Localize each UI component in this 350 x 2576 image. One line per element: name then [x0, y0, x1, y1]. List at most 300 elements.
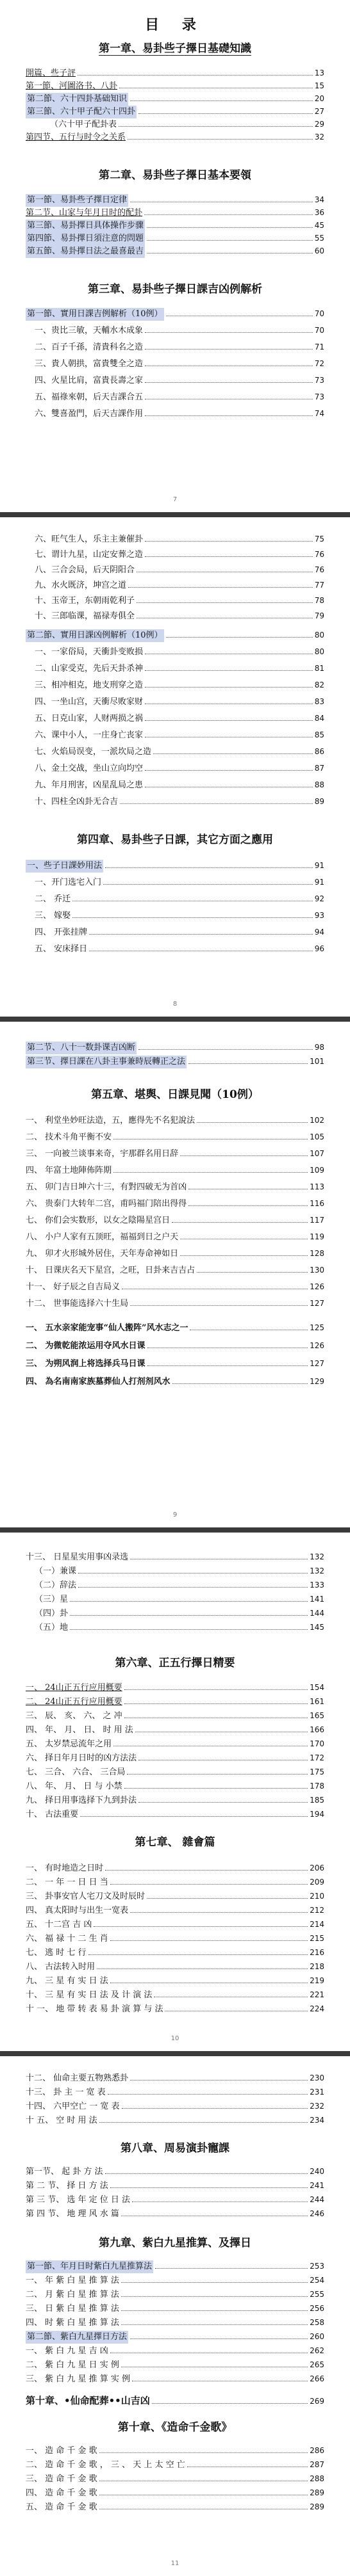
toc-entry-page: 15 — [314, 81, 324, 90]
toc-entry-title: 六、 贵泰门大转年二宫，甫吗福门陪出得得 — [26, 1199, 187, 1209]
leader-dots — [145, 729, 313, 737]
toc-entry-title: 三、 日 紫 白 星 推 算 法 — [26, 2304, 119, 2314]
toc-entry[interactable] — [26, 1230, 324, 1243]
toc-entry-page: 178 — [310, 1782, 324, 1791]
toc-entry-title: 一、贵比三敏，天輔水木成象 — [35, 326, 144, 335]
toc-entry-page: 72 — [314, 359, 324, 368]
toc-entry-title: 二、 乔迁 — [35, 894, 71, 904]
toc-entry-page: 101 — [310, 1057, 324, 1066]
toc-entry[interactable] — [26, 1904, 324, 1917]
toc-entry-page: 73 — [314, 392, 324, 401]
toc-entry-page: 93 — [314, 911, 324, 920]
toc-entry-page: 170 — [310, 1739, 324, 1748]
toc-entry-page: 215 — [310, 1934, 324, 1943]
toc-entry-page: 20 — [314, 94, 324, 103]
toc-entry-title: 第一節、易卦些子擇日定律 — [26, 194, 128, 207]
toc-entry[interactable] — [26, 2288, 324, 2301]
toc-entry-title: 第 四 节、 地 理 风 水 篇 — [26, 2209, 119, 2219]
toc-entry-title: 二、 一 年 一 日 日 当 — [26, 1878, 108, 1887]
leader-dots — [137, 610, 313, 618]
toc-entry[interactable] — [26, 2100, 324, 2113]
toc-entry-title: 第五節、易卦擇日法之最喜最吉 — [26, 245, 145, 258]
toc-entry[interactable] — [26, 2458, 324, 2471]
toc-entry[interactable] — [26, 1321, 324, 1334]
toc-entry-title: （三）星 — [35, 1595, 69, 1604]
toc-entry[interactable] — [26, 1974, 324, 1987]
toc-entry[interactable] — [26, 2316, 324, 2329]
toc-entry[interactable] — [26, 105, 324, 118]
toc-entry[interactable] — [26, 795, 324, 808]
toc-entry-title: 四、 年富土地陣佈阵期 — [26, 1166, 112, 1175]
toc-entry-page: 289 — [310, 2502, 324, 2511]
toc-entry-page: 216 — [310, 1948, 324, 1957]
toc-entry-title: 五、 造 命 千 金 歌 — [26, 2502, 97, 2512]
leader-dots — [70, 1593, 308, 1602]
toc-entry-title: 八、 年、 月、 日 与 小禁 — [26, 1782, 122, 1791]
leader-dots — [132, 2373, 308, 2381]
toc-entry[interactable] — [26, 1164, 324, 1177]
leader-dots — [145, 341, 313, 350]
chapter-5-heading — [19, 1086, 331, 1104]
toc-entry[interactable] — [26, 1114, 324, 1127]
toc-entry[interactable] — [26, 1339, 324, 1352]
toc-entry[interactable] — [26, 876, 324, 889]
toc-entry-page: 260 — [310, 2332, 324, 2341]
toc-entry[interactable] — [26, 324, 324, 337]
leader-dots — [99, 2114, 308, 2123]
toc-entry[interactable] — [26, 79, 324, 92]
toc-entry[interactable] — [26, 1808, 324, 1821]
toc-entry[interactable] — [26, 1876, 324, 1888]
toc-entry-title: 九、 卯才火形城外居住，天年寿命神如日 — [26, 1249, 179, 1259]
toc-entry-title: 十 五、 空 时 用 法 — [26, 2116, 97, 2125]
toc-entry[interactable] — [26, 942, 324, 955]
toc-entry-title: 八、 小户人家有五顶旺，福福到日之户天 — [26, 1232, 179, 1242]
leader-dots — [180, 1248, 308, 1256]
toc-entry[interactable] — [26, 2274, 324, 2287]
toc-entry[interactable] — [26, 1890, 324, 1903]
toc-entry-title: 一、 年 紫 白 星 推 算 法 — [26, 2276, 119, 2285]
toc-entry-page: 125 — [310, 1323, 324, 1332]
leader-dots — [166, 308, 313, 316]
toc-entry-title: 二、百子千孫，清貴科名之造 — [35, 342, 144, 352]
toc-entry-title: 四、火星比肩，富貴長壽之家 — [35, 376, 144, 385]
toc-entry-title: 第一節、年月日时紫白九星推算法 — [26, 2260, 153, 2273]
toc-entry[interactable] — [26, 2358, 324, 2371]
toc-entry-page: 109 — [310, 1166, 324, 1175]
toc-entry-page: 219 — [310, 1976, 324, 1985]
toc-entry-page: 133 — [310, 1581, 324, 1590]
toc-entry-page: 91 — [314, 878, 324, 887]
toc-entry[interactable] — [26, 745, 324, 758]
leader-dots — [124, 1780, 308, 1789]
toc-entry[interactable] — [26, 2344, 324, 2357]
toc-entry[interactable] — [26, 1375, 324, 1388]
toc-entry[interactable] — [26, 407, 324, 420]
toc-entry[interactable] — [26, 1794, 324, 1807]
toc-entry-title: 五、日克山家，人财两损之祸 — [35, 714, 144, 723]
chapter-5-title: 第五章、堪舆、日課見聞（10例） — [91, 1088, 259, 1101]
toc-entry-title: （六十甲子配卦表 — [50, 120, 117, 129]
toc-entry[interactable] — [26, 2207, 324, 2220]
leader-dots — [124, 1696, 308, 1704]
toc-entry-page: 36 — [314, 208, 324, 217]
toc-entry[interactable] — [26, 2179, 324, 2192]
toc-entry[interactable] — [26, 1147, 324, 1160]
toc-entry[interactable] — [26, 307, 324, 320]
toc-entry-title: 四、一坐山宫，天衝尽败家财 — [35, 697, 144, 707]
toc-entry[interactable] — [26, 679, 324, 691]
toc-entry[interactable] — [26, 1766, 324, 1778]
toc-entry-title: 四、 开张挂牌 — [35, 928, 88, 937]
toc-entry[interactable] — [26, 2114, 324, 2127]
chapter-1-title: 第一章、易卦些子擇日基礎知識 — [99, 42, 251, 55]
toc-entry-title: 一、 五水亲家能宠事“仙人搬阵”风水志之一 — [26, 1323, 188, 1333]
toc-entry-title: 五、 十二宫 吉 凶 — [26, 1920, 92, 1929]
toc-entry-page: 85 — [314, 730, 324, 739]
toc-entry[interactable] — [26, 1695, 324, 1708]
toc-entry-title: 第三節、六十甲子配六十四卦 — [26, 106, 137, 118]
toc-entry[interactable] — [26, 1607, 324, 1620]
leader-dots — [145, 358, 313, 366]
leader-dots — [128, 579, 313, 588]
toc-entry[interactable] — [26, 859, 324, 872]
toc-entry-title: 七、 你们会实数形，以女之陰陽星宫日 — [26, 1216, 171, 1225]
toc-entry[interactable] — [26, 131, 324, 143]
toc-entry-page: 240 — [310, 2167, 324, 2176]
toc-entry[interactable] — [26, 1197, 324, 1210]
page-number: 8 — [172, 1001, 178, 1008]
toc-entry[interactable] — [26, 1918, 324, 1931]
toc-entry[interactable] — [26, 926, 324, 938]
leader-dots — [99, 2501, 308, 2509]
toc-entry-page: 230 — [310, 2073, 324, 2082]
toc-entry-page: 224 — [310, 2004, 324, 2013]
toc-entry[interactable] — [26, 1247, 324, 1260]
leader-dots — [110, 1933, 308, 1941]
toc-entry[interactable] — [26, 1550, 324, 1563]
toc-entry[interactable] — [26, 2394, 324, 2407]
toc-entry-title: 一、 紫 白 九 星 吉 凶 — [26, 2346, 108, 2356]
toc-entry-title: 十、玉帝王，东朝雨乾利子 — [35, 596, 135, 606]
toc-entry[interactable] — [26, 2486, 324, 2499]
toc-entry[interactable] — [26, 548, 324, 561]
toc-entry-page: 214 — [310, 1920, 324, 1929]
toc-entry-title: 第二节、山家与年月日时的配卦 — [26, 208, 143, 218]
toc-entry[interactable] — [26, 762, 324, 775]
leader-dots — [130, 194, 313, 202]
toc-entry[interactable] — [26, 2330, 324, 2343]
toc-entry[interactable] — [26, 2372, 324, 2385]
toc-entry[interactable] — [26, 2165, 324, 2178]
toc-entry[interactable] — [26, 2193, 324, 2206]
leader-dots — [145, 663, 313, 671]
toc-entry-page: 96 — [314, 944, 324, 953]
leader-dots — [113, 1164, 308, 1173]
toc-entry-title: 第 二 节、 择 日 方 法 — [26, 2181, 108, 2191]
toc-entry[interactable] — [26, 1180, 324, 1193]
toc-entry-title: 九、水火既济，坤宫之道 — [35, 581, 127, 590]
toc-entry[interactable] — [26, 729, 324, 741]
toc-entry-title: 三、 卦事安官人宅刀文及时辰时 — [26, 1892, 146, 1901]
toc-entry-title: 四、 时 紫 白 星 推 算 法 — [26, 2318, 119, 2328]
leader-dots — [121, 2208, 308, 2216]
toc-entry-title: 十四、 六甲空亡 一 宽 表 — [26, 2102, 120, 2111]
leader-dots — [147, 220, 313, 228]
leader-dots — [121, 2289, 308, 2297]
leader-dots — [145, 325, 313, 333]
toc-entry-title: 十、 三 星 有 实 日 法 及 计 演 法 — [26, 1990, 153, 2000]
toc-entry[interactable] — [26, 1593, 324, 1606]
toc-entry-page: 79 — [314, 611, 324, 620]
toc-entry-page: 70 — [314, 309, 324, 318]
toc-entry[interactable] — [26, 1737, 324, 1750]
toc-entry[interactable] — [26, 92, 324, 105]
toc-entry-page: 117 — [310, 1216, 324, 1225]
toc-entry[interactable] — [26, 1988, 324, 2001]
toc-entry[interactable] — [26, 712, 324, 725]
leader-dots — [152, 2395, 308, 2404]
toc-entry-page: 206 — [310, 1864, 324, 1872]
leader-dots — [119, 80, 313, 88]
toc-entry-page: 253 — [310, 2262, 324, 2271]
page-number: 11 — [171, 2560, 179, 2567]
toc-entry[interactable] — [26, 609, 324, 622]
toc-page-2 — [0, 517, 350, 1017]
page-number: 9 — [172, 1511, 178, 1518]
leader-dots — [121, 2303, 308, 2311]
toc-entry[interactable] — [26, 357, 324, 370]
toc-entry-title: 三、貴人朝拱，富貴雙全之造 — [35, 359, 144, 369]
toc-entry-title: 四、 真太阳时与出生一宽表 — [26, 1906, 129, 1915]
toc-entry-title: 十、四柱全凶卦无合吉 — [35, 797, 119, 807]
toc-entry[interactable] — [26, 1751, 324, 1764]
toc-entry-page: 29 — [314, 120, 324, 129]
leader-dots — [145, 646, 313, 654]
leader-dots — [138, 1042, 313, 1050]
toc-entry-page: 218 — [310, 1962, 324, 1971]
toc-entry-page: 102 — [310, 1116, 324, 1125]
toc-entry-title: 十三、 日星星实用事凶录选 — [26, 1552, 129, 1562]
toc-entry-page: 82 — [314, 680, 324, 689]
toc-entry-page: 258 — [310, 2318, 324, 2327]
toc-entry-page: 244 — [310, 2195, 324, 2204]
toc-entry-page: 34 — [314, 195, 324, 204]
toc-entry[interactable] — [26, 390, 324, 403]
toc-entry[interactable] — [26, 594, 324, 607]
leader-dots — [138, 106, 313, 114]
chapter-2-heading — [19, 166, 331, 184]
toc-entry[interactable] — [26, 1780, 324, 1792]
chapter-9-title: 第九章、紫白九星推算、及擇日 — [99, 2237, 251, 2250]
toc-entry[interactable] — [26, 232, 324, 245]
toc-entry[interactable] — [26, 1297, 324, 1310]
toc-entry[interactable] — [26, 67, 324, 79]
leader-dots — [70, 1607, 308, 1616]
leader-dots — [88, 1947, 308, 1955]
toc-entry-page: 127 — [310, 1299, 324, 1308]
toc-entry-page: 78 — [314, 596, 324, 605]
toc-entry-title: 五、福祿來朝，后天吉課合五 — [35, 392, 144, 402]
toc-entry-page: 144 — [310, 1609, 324, 1618]
toc-entry-title: 六、旺气生人，乐主主兼催卦 — [35, 535, 144, 544]
toc-entry[interactable] — [26, 1357, 324, 1370]
toc-entry[interactable] — [26, 2086, 324, 2098]
toc-entry[interactable] — [26, 1946, 324, 1959]
leader-dots — [138, 1794, 308, 1803]
toc-entry-page: 76 — [314, 550, 324, 559]
toc-entry-title: 一、一家俗局，天衝卦变败损 — [35, 647, 144, 657]
toc-entry-title: 五、 太岁禁忌流年之用 — [26, 1739, 112, 1749]
leader-dots — [110, 2345, 308, 2353]
toc-entry-title: 開篇、些子評 — [26, 68, 76, 78]
leader-dots — [105, 860, 313, 868]
toc-entry-page: 126 — [310, 1282, 324, 1291]
toc-entry[interactable] — [26, 1565, 324, 1577]
toc-entry-title: 二、 技术斗角平衡不安 — [26, 1132, 112, 1142]
toc-entry[interactable] — [26, 1041, 324, 1054]
toc-entry[interactable] — [26, 1579, 324, 1591]
toc-entry[interactable] — [26, 1264, 324, 1276]
toc-entry-title: 第二节、八十一数卦课吉凶断 — [26, 1042, 137, 1054]
toc-entry-page: 209 — [310, 1878, 324, 1887]
leader-dots — [103, 876, 313, 885]
toc-entry[interactable] — [26, 193, 324, 206]
toc-entry-title: 七、谓计九星，山定安葬之造 — [35, 550, 144, 559]
toc-entry-title: 二、 月 紫 白 星 推 算 法 — [26, 2290, 119, 2299]
toc-entry[interactable] — [26, 645, 324, 658]
toc-entry-page: 113 — [310, 1182, 324, 1191]
toc-entry[interactable] — [26, 1932, 324, 1945]
toc-entry-page: 27 — [314, 107, 324, 116]
leader-dots — [130, 2072, 308, 2081]
leader-dots — [113, 1738, 308, 1746]
toc-entry-page: 129 — [310, 1377, 324, 1386]
toc-entry[interactable] — [26, 2302, 324, 2315]
toc-entry-title: 十、 古法重要 — [26, 1810, 79, 1819]
toc-entry[interactable] — [26, 629, 324, 641]
toc-entry-page: 288 — [310, 2474, 324, 2483]
chapter-7-heading — [19, 1833, 331, 1851]
leader-dots — [130, 1298, 308, 1306]
toc-entry[interactable] — [26, 118, 324, 131]
leader-dots — [147, 1340, 308, 1348]
toc-entry[interactable] — [26, 1709, 324, 1722]
toc-entry-page: 265 — [310, 2360, 324, 2369]
toc-entry[interactable] — [26, 892, 324, 905]
toc-entry-title: 三、 为朔风润上将选择兵马日课 — [26, 1359, 146, 1369]
toc-entry-page: 194 — [310, 1810, 324, 1819]
chapter-10-title: 第十章、《造命千金歌》 — [117, 2421, 233, 2434]
leader-dots — [188, 1056, 308, 1064]
toc-entry[interactable] — [26, 2260, 324, 2273]
toc-entry-title: 六、 择日年月日时的凶方法法 — [26, 1753, 137, 1763]
toc-entry-title: 十、三郎临课，福禄寿俱全 — [35, 611, 135, 621]
toc-entry-page: 88 — [314, 780, 324, 789]
toc-entry-title: 七、火焰局误变，一派坎局之造 — [35, 747, 152, 757]
toc-entry-page: 84 — [314, 714, 324, 723]
leader-dots — [119, 118, 313, 127]
leader-dots — [108, 2086, 308, 2095]
toc-entry[interactable] — [26, 695, 324, 708]
toc-entry-page: 266 — [310, 2374, 324, 2383]
toc-entry[interactable] — [26, 245, 324, 257]
toc-entry-title: 第二節、紫白九星擇日方法 — [26, 2331, 128, 2344]
leader-dots — [166, 629, 313, 638]
toc-entry[interactable] — [26, 2002, 324, 2015]
toc-entry[interactable] — [26, 563, 324, 576]
toc-entry-page: 254 — [310, 2276, 324, 2285]
toc-entry-title: 第三節、易卦擇日具体操作步骤 — [26, 220, 145, 232]
toc-entry-page: 75 — [314, 535, 324, 543]
toc-entry-page: 286 — [310, 2446, 324, 2455]
toc-entry[interactable] — [26, 1621, 324, 1634]
leader-dots — [113, 1131, 308, 1139]
chapter-3-title: 第三章、易卦些子擇日課吉凶例解析 — [88, 283, 262, 296]
toc-entry-title: 十 一、 地 带 转 表 易 卦 演 算 与 法 — [26, 2004, 163, 2014]
toc-entry[interactable] — [26, 1862, 324, 1874]
toc-entry-title: 第一節、河圖洛书、八卦 — [26, 81, 118, 91]
toc-entry-title: 十二、 世事能选择六十生局 — [26, 1299, 129, 1308]
toc-entry[interactable] — [26, 1214, 324, 1227]
toc-entry-title: 九、 三 星 有 实 日 法 — [26, 1976, 108, 1986]
toc-entry[interactable] — [26, 579, 324, 592]
toc-entry[interactable] — [26, 909, 324, 922]
toc-entry[interactable] — [26, 341, 324, 353]
toc-entry[interactable] — [26, 662, 324, 675]
chapter-8-heading — [19, 2139, 331, 2157]
toc-entry[interactable] — [26, 533, 324, 545]
toc-entry[interactable] — [26, 2500, 324, 2513]
toc-entry-title: 三、相冲相克，地支刑穿之造 — [35, 680, 144, 690]
toc-entry-page: 141 — [310, 1595, 324, 1604]
toc-entry-page: 145 — [310, 1623, 324, 1632]
toc-entry-page: 132 — [310, 1566, 324, 1575]
toc-entry[interactable] — [26, 1280, 324, 1293]
leader-dots — [78, 1565, 308, 1574]
toc-entry[interactable] — [26, 2472, 324, 2485]
toc-entry-title: 五、 卯门吉日坤六十三，有對四破无为首凶 — [26, 1182, 187, 1192]
toc-entry-page: 166 — [310, 1725, 324, 1734]
toc-entry[interactable] — [26, 2444, 324, 2457]
leader-dots — [128, 131, 313, 140]
leader-dots — [145, 712, 313, 721]
toc-entry[interactable] — [26, 219, 324, 232]
leader-dots — [99, 2487, 308, 2495]
toc-entry[interactable] — [26, 1723, 324, 1736]
toc-entry-title: 第二節、實用日課凶例解析（10例） — [26, 629, 164, 642]
toc-entry-title: （二）辞法 — [35, 1581, 77, 1590]
leader-dots — [180, 1231, 308, 1239]
leader-dots — [190, 1322, 308, 1330]
toc-entry-page: 130 — [310, 1266, 324, 1275]
chapter-6-title: 第六章、正五行擇日精要 — [115, 1657, 235, 1670]
toc-entry-page: 77 — [314, 581, 324, 590]
toc-entry[interactable] — [26, 2072, 324, 2084]
toc-entry[interactable] — [26, 1960, 324, 1973]
toc-entry[interactable] — [26, 1055, 324, 1068]
toc-entry[interactable] — [26, 1131, 324, 1143]
toc-entry-page: 246 — [310, 2209, 324, 2218]
toc-entry[interactable] — [26, 778, 324, 791]
toc-entry[interactable] — [26, 374, 324, 387]
toc-entry-title: 一、 24山正五行应用概要 — [26, 1683, 122, 1693]
toc-entry-title: 第二節、六十四卦基础知识 — [26, 93, 128, 106]
toc-entry[interactable] — [26, 206, 324, 219]
toc-entry[interactable] — [26, 1681, 324, 1694]
leader-dots — [197, 1115, 308, 1123]
toc-entry-title: 二、 24山正五行应用概要 — [26, 1697, 122, 1707]
